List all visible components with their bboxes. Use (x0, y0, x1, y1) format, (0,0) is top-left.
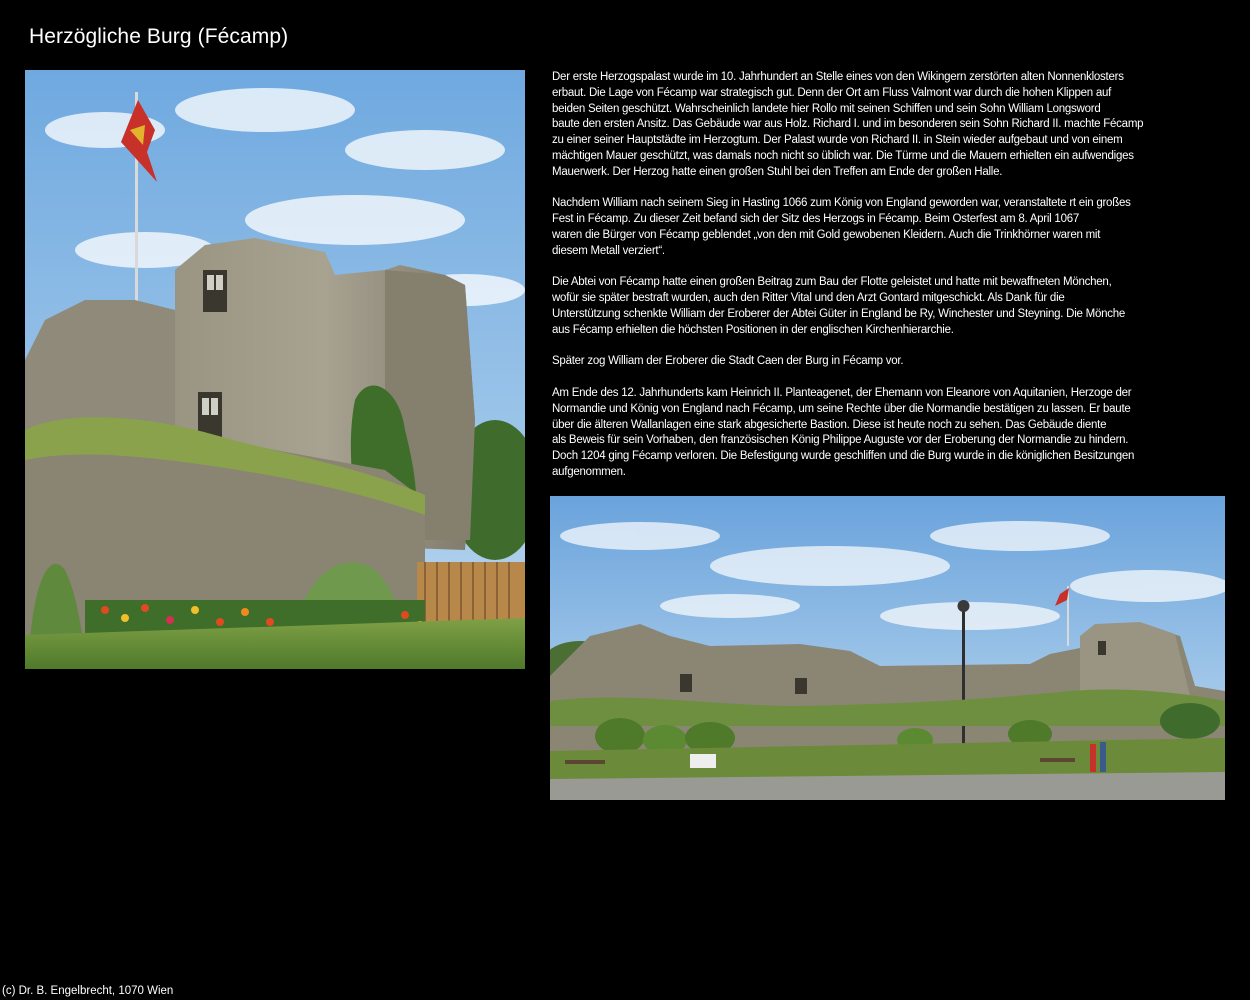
castle-panorama-photo (550, 496, 1225, 800)
article-paragraph: Später zog William der Eroberer die Stadt Caen der Burg in Fécamp vor. (552, 355, 904, 368)
article-paragraph: Die Abtei von Fécamp hatte einen großen Beitrag zum Bau der Flotte geleistet und hatte mit bewaffneten Mönchen, wofür sie später bestraft wurden, auch den Ritter Vital und den Arzt Gontard mitgeschickt. Als Dank für die Unterstützung schenkte William der Eroberer der Abtei Güter in England be Ry, Winchester und Steyning. Die Mönche aus Fécamp erhielten die höchsten Positionen in der englischen Kirchenhierarchie. (552, 276, 1126, 336)
article-text (552, 70, 1212, 497)
article-paragraph: Der erste Herzogspalast wurde im 10. Jahrhundert an Stelle eines von den Wikingern zerstörten alten Nonnenklosters erbaut. Die Lage von Fécamp war strategisch gut. Denn der Ort am Fluss Valmont war durch die hohen Klippen auf beiden Seiten geschützt. Wahrscheinlich landete hier Rollo mit seinen Schiffen und sein Sohn William Longsword baute den ersten Ansitz. Das Gebäude war aus Holz. Richard I. und im besonderen sein Sohn Richard II. machte Fécamp zu einer seiner Hauptstädte im Herzogtum. Der Palast wurde von Richard II. in Stein wieder aufgebaut und von einem mächtigen Mauer geschützt, was damals noch nicht so üblich war. Die Türme und die Mauern erhielten ein aufwendiges Mauerwerk. Der Herzog hatte einen großen Stuhl bei den Treffen am Ende der großen Halle. (552, 71, 1144, 178)
page-title: Herzögliche Burg (Fécamp) (29, 25, 289, 48)
copyright-footer: (c) Dr. B. Engelbrecht, 1070 Wien (2, 985, 174, 997)
article-paragraph: Am Ende des 12. Jahrhunderts kam Heinrich II. Planteagenet, der Ehemann von Eleanore von Aquitanien, Herzoge der Normandie und König von England nach Fécamp, um seine Rechte über die Normandie bestätigen zu lassen. Er baute über die älteren Wallanlagen eine stark abgesicherte Bastion. Diese ist heute noch zu sehen. Das Gebäude diente als Beweis für sein Vorhaben, den französischen König Philippe Auguste vor der Eroberung der Normandie zu hindern. Doch 1204 ging Fécamp verloren. Die Befestigung wurde geschliffen und die Burg wurde in die königlichen Besitzungen aufgenommen. (552, 386, 1135, 478)
castle-keep-photo (25, 70, 525, 669)
article-paragraph: Nachdem William nach seinem Sieg in Hasting 1066 zum König von England geworden war, veranstaltete rt ein großes Fest in Fécamp. Zu dieser Zeit befand sich der Sitz des Herzogs in Fécamp. Beim Osterfest am 8. April 1067 waren die Bürger von Fécamp geblendet „von den mit Gold gewobenen Kleidern. Auch die Trinkhörner waren mit diesem Metall verziert“. (552, 197, 1131, 257)
